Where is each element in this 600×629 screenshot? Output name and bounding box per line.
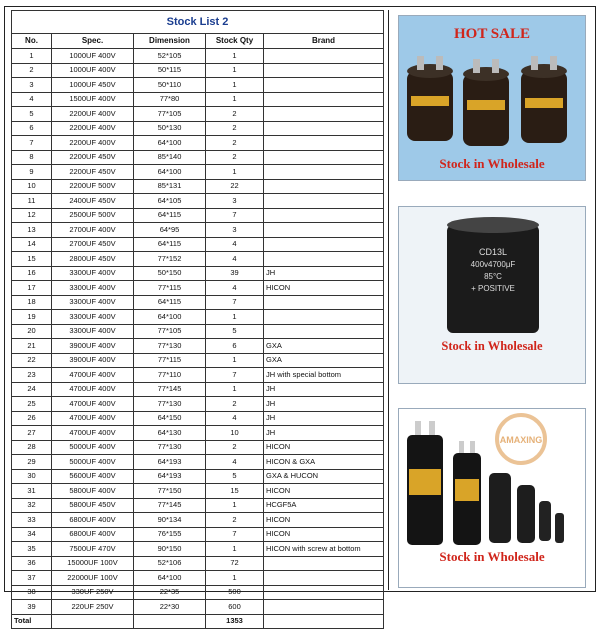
table-row [12,179,384,194]
table-row [12,484,384,499]
cell-spec: 6800UF 400V [52,527,134,542]
cell-spec: 2500UF 500V [52,208,134,223]
cell-stock-qty: 7 [206,368,264,383]
cell-dimension: 64*150 [134,411,206,426]
photo-caption-3: Stock in Wholesale [439,549,545,564]
cell-no: 1 [12,49,52,64]
cell-stock-qty: 500 [206,585,264,600]
cell-dimension: 77*80 [134,92,206,107]
table-row [12,585,384,600]
table-row [12,426,384,441]
table-row [12,121,384,136]
cell-dimension: 64*100 [134,136,206,151]
cell-stock-qty: 5 [206,324,264,339]
cell-stock-qty: 1 [206,542,264,557]
cell-spec: 4700UF 400V [52,368,134,383]
cell-spec: 5000UF 400V [52,455,134,470]
table-row [12,295,384,310]
cell-brand: GXA [264,339,384,354]
watermark-text: AMAXING [499,435,543,445]
cell-no: 29 [12,455,52,470]
cell-stock-qty: 1 [206,498,264,513]
column-header-no: No. [12,34,52,49]
table-row [12,237,384,252]
cell-dimension: 50*130 [134,121,206,136]
cell-no: 31 [12,484,52,499]
cell-no: 12 [12,208,52,223]
table-row [12,382,384,397]
cell-no: 3 [12,78,52,93]
cell-dimension: 77*130 [134,440,206,455]
cell-no: 7 [12,136,52,151]
stock-table-container [11,10,383,629]
cell-no: 2 [12,63,52,78]
table-row [12,165,384,180]
cell-dimension: 22*35 [134,585,206,600]
cell-stock-qty: 1 [206,353,264,368]
cell-spec: 5800UF 450V [52,498,134,513]
cell-dimension: 77*110 [134,368,206,383]
cell-brand: HICON & GXA [264,455,384,470]
cell-dimension: 76*155 [134,527,206,542]
cell-brand: HICON [264,440,384,455]
cell-dimension: 77*145 [134,382,206,397]
cell-stock-qty: 7 [206,527,264,542]
cell-brand [264,223,384,238]
cell-no: 28 [12,440,52,455]
total-empty [264,614,384,629]
cell-spec: 22000UF 100V [52,571,134,586]
column-header-brand: Brand [264,34,384,49]
cell-brand: JH [264,397,384,412]
cell-stock-qty: 6 [206,339,264,354]
cell-brand: GXA [264,353,384,368]
cell-spec: 3300UF 400V [52,295,134,310]
total-empty [134,614,206,629]
cell-brand: GXA & HUCON [264,469,384,484]
column-header-dimension: Dimension [134,34,206,49]
cell-spec: 15000UF 100V [52,556,134,571]
cell-brand [264,107,384,122]
table-row [12,339,384,354]
cell-no: 18 [12,295,52,310]
cell-spec: 2200UF 500V [52,179,134,194]
cell-brand [264,571,384,586]
cell-no: 17 [12,281,52,296]
cell-no: 39 [12,600,52,615]
cell-stock-qty: 4 [206,411,264,426]
cell-no: 22 [12,353,52,368]
product-photo-hot-sale [398,15,586,181]
product-photo-cd13l [398,206,586,384]
cell-stock-qty: 5 [206,469,264,484]
cell-brand: HICON [264,527,384,542]
cell-brand [264,63,384,78]
cell-brand [264,208,384,223]
cell-no: 33 [12,513,52,528]
cell-spec: 5600UF 400V [52,469,134,484]
cell-no: 16 [12,266,52,281]
cell-brand [264,78,384,93]
total-qty: 1353 [206,614,264,629]
cell-brand [264,194,384,209]
cell-brand: HCGF5A [264,498,384,513]
cell-spec: 5000UF 400V [52,440,134,455]
cell-dimension: 77*130 [134,397,206,412]
table-row [12,78,384,93]
cell-dimension: 22*30 [134,600,206,615]
cell-dimension: 77*145 [134,498,206,513]
cell-no: 4 [12,92,52,107]
cell-brand [264,324,384,339]
cell-stock-qty: 39 [206,266,264,281]
table-title: Stock List 2 [12,11,384,34]
cell-spec: 3300UF 400V [52,281,134,296]
cell-dimension: 64*100 [134,310,206,325]
hot-sale-label: HOT SALE [453,26,530,42]
cell-dimension: 64*105 [134,194,206,209]
cell-spec: 7500UF 470V [52,542,134,557]
cell-dimension: 50*115 [134,63,206,78]
product-photo-assorted [398,408,586,588]
cell-spec: 4700UF 400V [52,397,134,412]
table-row [12,571,384,586]
cell-no: 25 [12,397,52,412]
table-row [12,542,384,557]
cell-stock-qty: 3 [206,223,264,238]
cell-stock-qty: 4 [206,281,264,296]
cell-stock-qty: 2 [206,513,264,528]
table-row [12,397,384,412]
table-row [12,136,384,151]
cell-spec: 3900UF 400V [52,353,134,368]
cell-brand [264,150,384,165]
cell-brand [264,585,384,600]
cell-spec: 330UF 250V [52,585,134,600]
cell-stock-qty: 4 [206,252,264,267]
column-header-stock-qty: Stock Qty [206,34,264,49]
cell-dimension: 77*115 [134,281,206,296]
cell-spec: 2700UF 400V [52,223,134,238]
table-row [12,252,384,267]
cell-spec: 1000UF 400V [52,63,134,78]
cell-brand [264,310,384,325]
total-empty [52,614,134,629]
cell-stock-qty: 1 [206,78,264,93]
cell-no: 27 [12,426,52,441]
capacitor-icon [399,207,585,383]
cell-stock-qty: 2 [206,397,264,412]
cell-no: 6 [12,121,52,136]
cell-dimension: 64*100 [134,165,206,180]
table-row [12,353,384,368]
cell-no: 13 [12,223,52,238]
cell-no: 24 [12,382,52,397]
cell-stock-qty: 2 [206,107,264,122]
cell-dimension: 64*130 [134,426,206,441]
cell-no: 38 [12,585,52,600]
cell-brand: HICON [264,281,384,296]
table-row [12,368,384,383]
cell-dimension: 64*193 [134,469,206,484]
table-header-row [12,34,384,49]
table-row [12,440,384,455]
cell-spec: 1000UF 450V [52,78,134,93]
cell-spec: 4700UF 400V [52,382,134,397]
stock-table [11,10,384,629]
cell-spec: 2800UF 450V [52,252,134,267]
cell-dimension: 64*193 [134,455,206,470]
cell-brand: HICON [264,484,384,499]
cell-no: 8 [12,150,52,165]
cell-spec: 1500UF 400V [52,92,134,107]
cell-spec: 5800UF 400V [52,484,134,499]
cell-no: 32 [12,498,52,513]
table-row [12,324,384,339]
table-row [12,310,384,325]
cap-label-temp: 85°C [484,272,502,281]
cell-stock-qty: 4 [206,455,264,470]
table-row [12,107,384,122]
cell-spec: 2200UF 400V [52,107,134,122]
cell-brand: HICON [264,513,384,528]
table-row [12,600,384,615]
cell-stock-qty: 2 [206,150,264,165]
table-row [12,513,384,528]
cell-spec: 1000UF 400V [52,49,134,64]
cell-no: 11 [12,194,52,209]
cell-stock-qty: 1 [206,63,264,78]
cell-brand [264,295,384,310]
cell-brand: JH [264,426,384,441]
cap-label-rating: 400v4700μF [470,260,516,269]
cell-stock-qty: 4 [206,237,264,252]
cell-stock-qty: 22 [206,179,264,194]
table-row [12,411,384,426]
cell-brand [264,49,384,64]
cell-dimension: 90*150 [134,542,206,557]
cell-brand [264,237,384,252]
cell-no: 34 [12,527,52,542]
cell-dimension: 64*115 [134,295,206,310]
cell-spec: 3900UF 400V [52,339,134,354]
cell-spec: 3300UF 400V [52,324,134,339]
cell-dimension: 64*115 [134,208,206,223]
cell-brand: JH with special bottom [264,368,384,383]
cell-stock-qty: 2 [206,121,264,136]
cell-brand [264,136,384,151]
total-label: Total [12,614,52,629]
photo-caption-2: Stock in Wholesale [441,339,543,353]
cell-stock-qty: 15 [206,484,264,499]
cell-no: 23 [12,368,52,383]
cell-stock-qty: 3 [206,194,264,209]
cell-stock-qty: 2 [206,440,264,455]
table-row [12,49,384,64]
cell-stock-qty: 1 [206,49,264,64]
cell-stock-qty: 1 [206,92,264,107]
cell-stock-qty: 72 [206,556,264,571]
cell-dimension: 85*131 [134,179,206,194]
photo-caption-1: Stock in Wholesale [439,156,545,171]
cell-no: 19 [12,310,52,325]
cell-no: 9 [12,165,52,180]
cell-brand [264,252,384,267]
table-title-row [12,11,384,34]
cell-stock-qty: 1 [206,382,264,397]
cell-stock-qty: 1 [206,571,264,586]
table-row [12,281,384,296]
table-total-row [12,614,384,629]
cell-spec: 2200UF 400V [52,136,134,151]
table-row [12,556,384,571]
table-row [12,208,384,223]
cell-dimension: 77*130 [134,339,206,354]
cell-brand: HICON with screw at bottom [264,542,384,557]
cell-no: 35 [12,542,52,557]
cell-spec: 6800UF 400V [52,513,134,528]
cell-spec: 3300UF 400V [52,266,134,281]
cell-stock-qty: 2 [206,136,264,151]
cell-no: 10 [12,179,52,194]
cell-stock-qty: 1 [206,165,264,180]
table-row [12,455,384,470]
cell-brand [264,92,384,107]
cell-spec: 2200UF 400V [52,121,134,136]
cell-brand [264,600,384,615]
cell-dimension: 77*115 [134,353,206,368]
cell-dimension: 90*134 [134,513,206,528]
table-row [12,150,384,165]
cell-brand: JH [264,382,384,397]
cell-dimension: 52*105 [134,49,206,64]
cell-brand: JH [264,411,384,426]
cell-no: 26 [12,411,52,426]
cell-stock-qty: 7 [206,295,264,310]
cell-dimension: 52*106 [134,556,206,571]
cell-no: 37 [12,571,52,586]
cap-label-model: CD13L [478,247,508,257]
cell-stock-qty: 7 [206,208,264,223]
table-row [12,527,384,542]
cell-spec: 220UF 250V [52,600,134,615]
cap-label-polarity: + POSITIVE [471,284,515,293]
table-row [12,498,384,513]
cell-dimension: 77*150 [134,484,206,499]
cell-spec: 2200UF 450V [52,165,134,180]
table-row [12,223,384,238]
cell-dimension: 50*110 [134,78,206,93]
cell-no: 15 [12,252,52,267]
cell-brand [264,556,384,571]
cell-no: 5 [12,107,52,122]
table-row [12,469,384,484]
cell-spec: 4700UF 400V [52,426,134,441]
cell-dimension: 50*150 [134,266,206,281]
cell-spec: 3300UF 400V [52,310,134,325]
cell-no: 21 [12,339,52,354]
table-row [12,92,384,107]
cell-stock-qty: 600 [206,600,264,615]
cell-stock-qty: 10 [206,426,264,441]
cell-brand [264,179,384,194]
cell-dimension: 77*105 [134,107,206,122]
cell-no: 20 [12,324,52,339]
cell-dimension: 77*105 [134,324,206,339]
cell-spec: 2200UF 450V [52,150,134,165]
cell-dimension: 85*140 [134,150,206,165]
cell-brand [264,121,384,136]
cell-spec: 4700UF 400V [52,411,134,426]
cell-no: 14 [12,237,52,252]
cell-brand: JH [264,266,384,281]
cell-brand [264,165,384,180]
cell-spec: 2400UF 450V [52,194,134,209]
table-row [12,266,384,281]
table-row [12,194,384,209]
cell-dimension: 77*152 [134,252,206,267]
cell-no: 36 [12,556,52,571]
column-header-spec: Spec. [52,34,134,49]
cell-dimension: 64*100 [134,571,206,586]
table-row [12,63,384,78]
cell-stock-qty: 1 [206,310,264,325]
cell-spec: 2700UF 450V [52,237,134,252]
cell-dimension: 64*115 [134,237,206,252]
cell-dimension: 64*95 [134,223,206,238]
cell-no: 30 [12,469,52,484]
